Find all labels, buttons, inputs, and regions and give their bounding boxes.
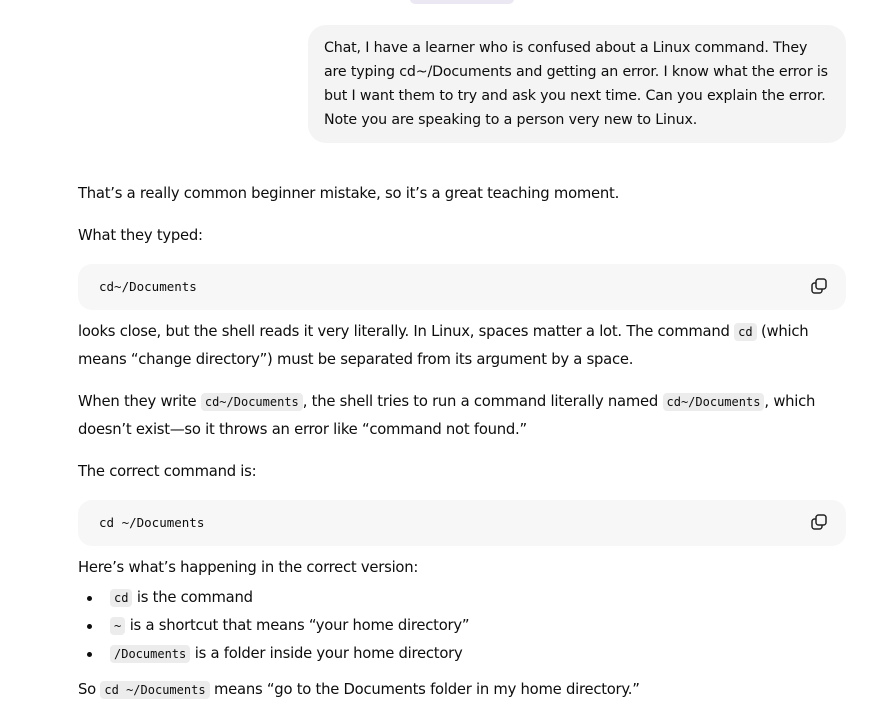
list-item [78, 640, 846, 668]
error-text-3: , which doesn’t exist—so it throws an error like “command not found.” [78, 393, 816, 438]
code-block-typed [78, 264, 846, 310]
scroll-indicator [410, 0, 514, 4]
explanation-text-1: looks close, but the shell reads it very literally. In Linux, spaces matter a lot. The command [78, 323, 735, 340]
list-item-text: is a folder inside your home directory [190, 645, 463, 662]
assistant-response [78, 180, 846, 704]
response-intro: That’s a really common beginner mistake, so it’s a great teaching moment. [78, 185, 620, 202]
list-item [78, 584, 846, 612]
inline-code: ~ [110, 617, 125, 635]
list-item [78, 612, 846, 640]
correct-label: The correct command is: [78, 463, 257, 480]
explanation-text-2: (which means “change directory”) must be separated from its argument by a space. [78, 323, 809, 368]
code-block-typed-text: cd~/Documents [99, 279, 197, 294]
copy-icon [810, 513, 828, 531]
inline-code-correct: cd ~/Documents [100, 681, 209, 699]
error-paragraph [78, 388, 846, 444]
summary-text-2: means “go to the Documents folder in my home directory.” [209, 681, 640, 698]
typed-label: What they typed: [78, 227, 203, 244]
inline-code-cd: cd [734, 323, 756, 341]
list-item-text: is a shortcut that means “your home directory” [125, 617, 470, 634]
bullet-dot [87, 596, 92, 601]
user-message-text: Chat, I have a learner who is confused about a Linux command. They are typing cd~/Documents and getting an error. I know what the error is but I want them to try and ask you next time. Can you explain the error. Note you are speaking to a person very new to Linux. [324, 40, 828, 128]
list-item-text: is the command [132, 589, 253, 606]
user-message-bubble [308, 25, 846, 143]
explanation-paragraph [78, 318, 846, 374]
copy-icon [810, 277, 828, 295]
happening-label: Here’s what’s happening in the correct version: [78, 559, 419, 576]
error-text-2: , the shell tries to run a command literally named [302, 393, 663, 410]
bullet-dot [87, 624, 92, 629]
copy-code-button[interactable] [810, 513, 828, 531]
summary-text-1: So [78, 681, 101, 698]
bullet-list [78, 584, 846, 668]
bullet-dot [87, 652, 92, 657]
inline-code-wrong-1: cd~/Documents [201, 393, 303, 411]
summary-paragraph [78, 676, 846, 704]
inline-code-wrong-2: cd~/Documents [663, 393, 765, 411]
error-text-1: When they write [78, 393, 201, 410]
inline-code: /Documents [110, 645, 190, 663]
code-block-correct [78, 500, 846, 546]
code-block-correct-text: cd ~/Documents [99, 515, 205, 530]
inline-code: cd [110, 589, 132, 607]
copy-code-button[interactable] [810, 277, 828, 295]
